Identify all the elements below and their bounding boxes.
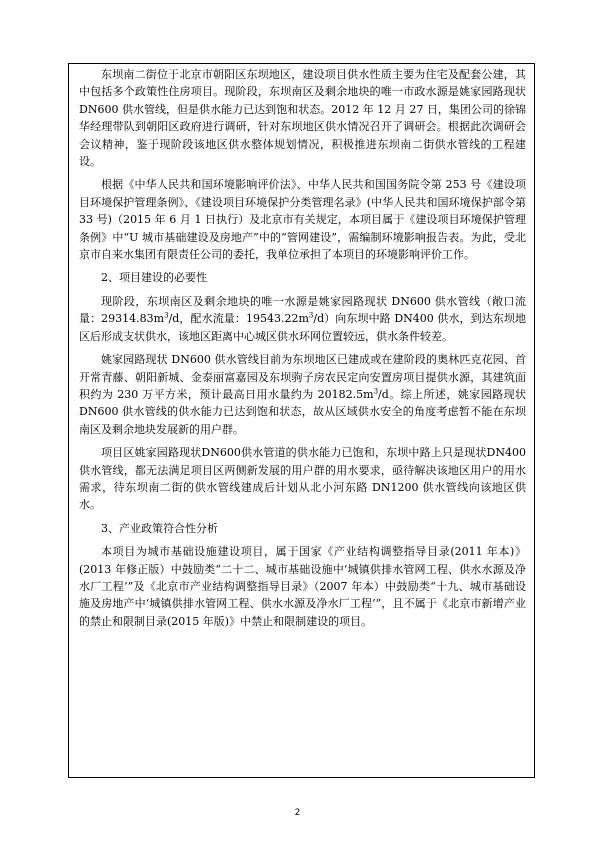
section-heading-policy: 3、产业政策符合性分析 [101, 521, 218, 535]
paragraph-legal-basis: 根据《中华人民共和国环境影响评价法》、中华人民共和国国务院令第 253 号《建设项目环境保护管理条例》、《建设项目环境保护分类管理名录》(中华人民共和国环境保护部令第 33 号)（2015 年 6 月 1 日执行）及北京市有关规定，本项目属于《建设项目环境保护管理条例》中“U 城市基础建设及房地产”中的“管网建设”，需编制环境影响报告表。为此，受北京市自来水集团有限责任公司的委托，我单位承担了本项目的环境影响评价工作。 [79, 178, 526, 262]
text-fragment: /d，配水流量：19543.22m [168, 312, 309, 326]
paragraph-policy: 本项目为城市基础设施建设项目，属于国家《产业结构调整指导目录(2011 年本)》(2013 年修正版）中鼓励类“二十二、城市基础设施中‘城镇供排水管网工程、供水水源及净水厂工程’”及《北京市产业结构调整指导目录》（2007 年本）中鼓励类“十九、城市基础设施及房地产中‘城镇供排水管网工程、供水水源及净水厂工程’”，且不属于《北京市新增产业的禁止和限制目录(2015 年版)》中禁止和限制建设的项目。 [79, 545, 526, 628]
superscript: 3 [373, 387, 379, 396]
superscript: 3 [308, 311, 314, 320]
text-fragment: /d。综上所述，姚家园路现状 DN600 供水管线的供水能力已达到饱和状态，故从区域供水安全的角度考虑暂不能在东坝南区及剩余地块发展新的用户群。 [79, 387, 527, 436]
text-fragment: 现阶段，东坝南区及剩余地块的唯一水源是姚家园路现状 DN600 供水管线（敞口流量：29314.83m [79, 294, 526, 326]
paragraph-capacity [79, 351, 526, 438]
paragraph-current-supply [79, 293, 526, 345]
section-heading-necessity: 2、项目建设的必要性 [101, 271, 207, 285]
superscript: 3 [164, 311, 169, 320]
text-fragment: 姚家园路现状 DN600 供水管线目前为东坝地区已建成或在建阶段的奥林匹克花园、首开常青藤、朝阳新城、金泰丽富嘉园及东坝驹子房农民定向安置房项目提供水源，其建筑面积约为 230 万平方米，预计最高日用水量约为 20182.5m [79, 353, 526, 401]
paragraph-plan: 项目区姚家园路现状DN600供水管道的供水能力已饱和，东坝中路上只是现状DN400供水管线，都无法满足项目区两侧新发展的用户群的用水要求，亟待解决该地区用户的用水需求，待东坝南二街的供水管线建成后计划从北小河东路 DN1200 供水管线向该地区供水。 [79, 446, 526, 512]
page-number: 2 [294, 808, 301, 818]
paragraph-background: 东坝南二街位于北京市朝阳区东坝地区，建设项目供水性质主要为住宅及配套公建，其中包括多个政策性住房项目。现阶段，东坝南区及剩余地块的唯一市政水源是姚家园路现状 DN600 供水管线，但是供水能力已达到饱和状态。2012 年 12 月 27 日，集团公司的徐锦华经理带队到朝阳区政府进行调研，针对东坝地区供水情况召开了调研会。根据此次调研会会议精神，鉴于现阶段该地区供水整体规划情况，积极推进东坝南二街供水管线的工程建设。 [79, 68, 526, 169]
text-fragment: /d）向东坝中路 DN400 供水，到达东坝地区后形成支状供水，该地区距离中心城区供水环网位置较远，供水条件较差。 [79, 312, 526, 343]
document-body [79, 66, 526, 636]
